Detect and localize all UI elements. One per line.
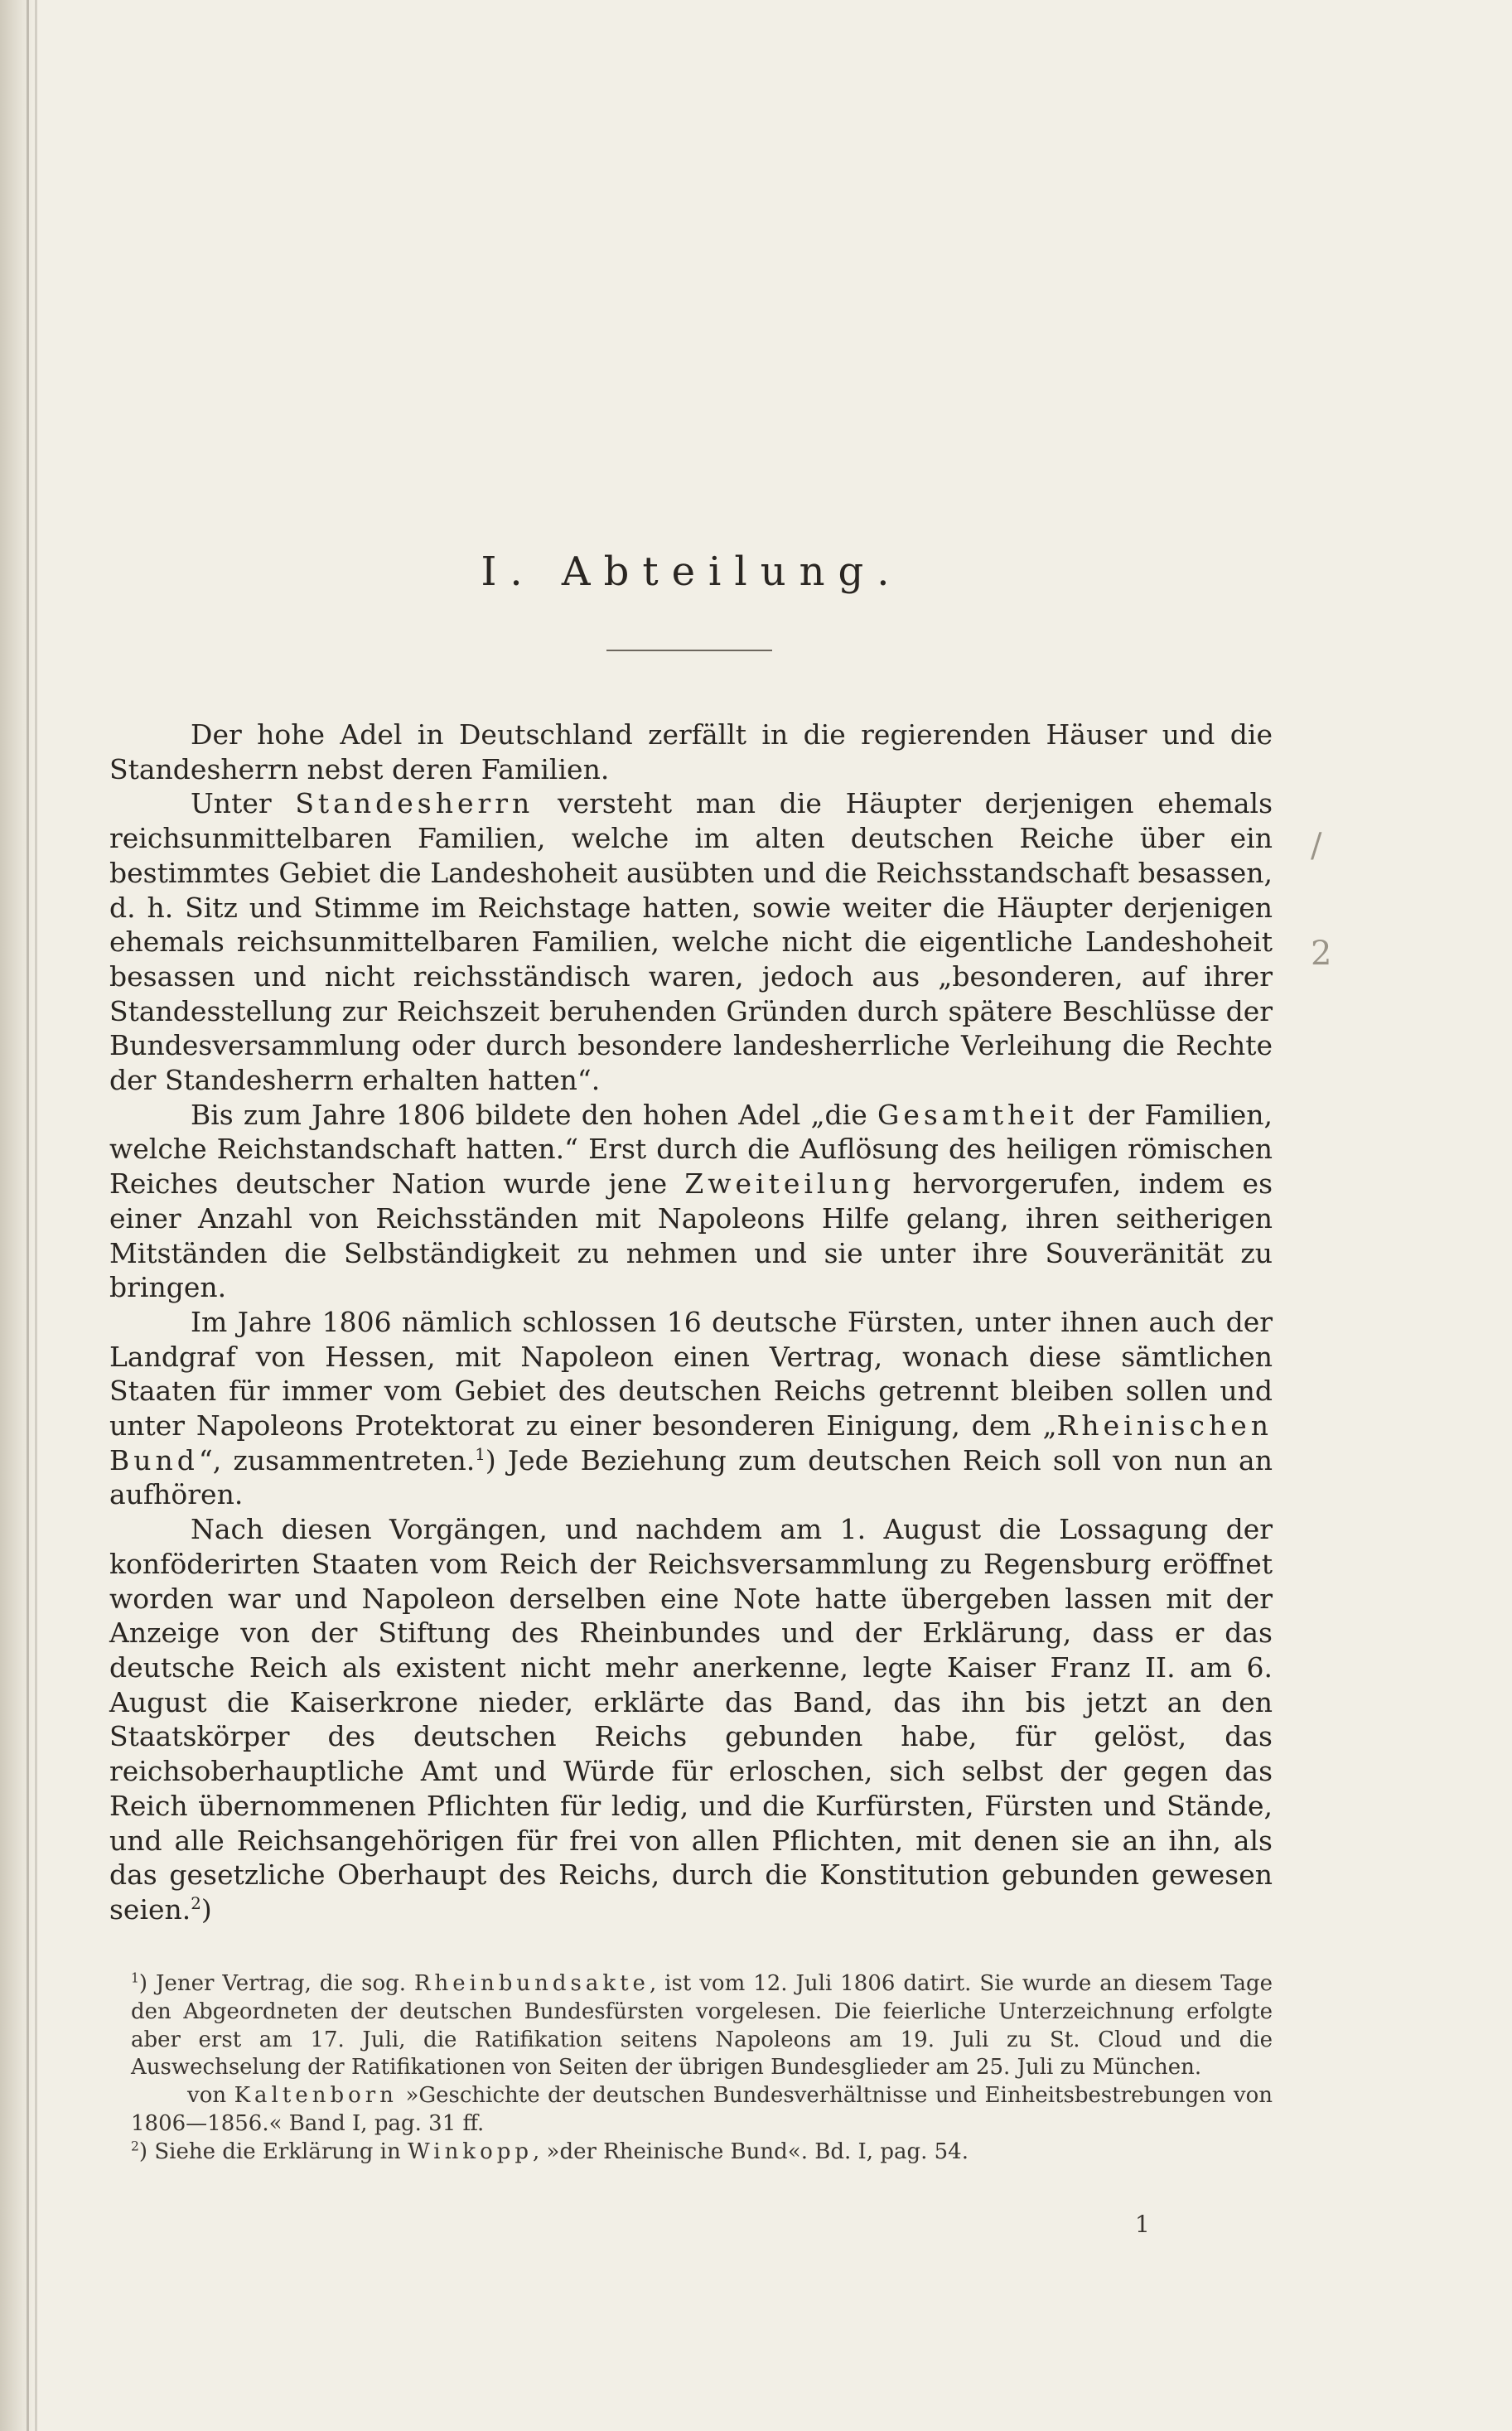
margin-pencil-mark: 2 <box>1311 935 1332 973</box>
main-text <box>109 718 1273 1927</box>
paragraph-text: Unter <box>191 787 296 820</box>
paragraph-text: hervorgerufen, indem es einer Anzahl von Reichsständen mit Napoleons Hilfe gelang, ihren seitherigen Mitständen die Selbständigkeit zu nehmen und sie unter ihre Souveränität zu bringen. <box>109 1167 1273 1304</box>
margin-pencil-mark: / <box>1311 827 1322 865</box>
paragraph-text: Der hohe Adel in Deutschland zerfällt in die regierenden Häuser und die Standesherrn nebst deren Familien. <box>109 718 1273 785</box>
section-heading: I. Abteilung. <box>481 549 903 595</box>
paragraph-5 <box>109 1512 1273 1926</box>
spaced-term: Kaltenborn <box>234 2083 398 2109</box>
footnote-text: , ist vom 12. Juli 1806 datirt. Sie wurde an diesem Tage den Abgeordneten der deutschen Bundesfürsten vorgelesen. Die feierliche Unterzeichnung erfolgte aber erst am 17. Juli, die Ratifikation seitens Napoleons am 19. Juli zu St. Cloud und die Auswechselung der Ratifikationen von Seiten der übrigen Bundesglieder am 25. Juli zu München. <box>131 1971 1273 2081</box>
footnote-2 <box>131 2139 1273 2167</box>
footnote-text: ) Jener Vertrag, die sog. <box>138 1971 414 1996</box>
paragraph-4 <box>109 1305 1273 1512</box>
paragraph-text: Im Jahre 1806 nämlich schlossen 16 deutsche Fürsten, unter ihnen auch der Landgraf von Hessen, mit Napoleon einen Vertrag, wonach diese sämtlichen Staaten für immer vom Gebiet des deutschen Reichs getrennt bleiben sollen und unter Napoleons Protektorat zu einer besonderen Einigung, dem „ <box>109 1305 1273 1443</box>
heading-divider <box>606 650 772 651</box>
spaced-term: Zweiteilung <box>684 1167 896 1201</box>
paragraph-1 <box>109 718 1273 786</box>
footnote-text: von <box>187 2083 234 2109</box>
spaced-term: Gesamtheit <box>877 1098 1078 1131</box>
footnote-1-citation <box>131 2082 1273 2139</box>
footnote-mark: 2 <box>131 2139 139 2154</box>
footnote-1 <box>131 1970 1273 2082</box>
paragraph-text: “, zusammentreten. <box>198 1443 476 1476</box>
spaced-term: Rheinischen Bund <box>109 1409 1273 1476</box>
spaced-term: Winkopp <box>407 2139 534 2164</box>
footnotes <box>131 1970 1273 2167</box>
paragraph-text: ) <box>200 1892 212 1926</box>
footnote-text: »Geschichte der deutschen Bundesverhältnisse und Einheitsbestrebungen von 1806—1856.« Band I, pag. 31 ff. <box>131 2083 1273 2136</box>
page-edge-shadow <box>0 0 38 2431</box>
paragraph-text: Bis zum Jahre 1806 bildete den hohen Adel „die <box>191 1098 877 1131</box>
footnote-mark: 1 <box>131 1970 139 1986</box>
page-number: 1 <box>1135 2211 1150 2238</box>
paragraph-text: versteht man die Häupter derjenigen ehemals reichsunmittelbaren Familien, welche im alten deutschen Reiche über ein bestimmtes Gebiet die Landeshoheit ausübten und die Reichsstandschaft besassen, d. h. Sitz und Stimme im Reichstage hatten, sowie weiter die Häupter derjenigen ehemals reichsunmittelbaren Familien, welche nicht die eigentliche Landeshoheit besassen und nicht reichsständisch waren, jedoch aus „besonderen, auf ihrer Standesstellung zur Reichszeit beruhenden Gründen durch spätere Beschlüsse der Bundesversammlung oder durch besondere landesherrliche Verleihung die Rechte der Standesherrn erhalten hatten“. <box>109 787 1273 1097</box>
paragraph-text: der Familien, welche Reichstandschaft hatten.“ Erst durch die Auflösung des heiligen römischen Reiches deutscher Nation wurde jene <box>109 1098 1273 1201</box>
paragraph-text: Nach diesen Vorgängen, und nachdem am 1. August die Lossagung der konföderirten Staaten vom Reich der Reichsversammlung zu Regensburg eröffnet worden war und Napoleon derselben eine Note hatte übergeben lassen mit der Anzeige von der Stiftung des Rheinbundes und der Erklärung, dass er das deutsche Reich als existent nicht mehr anerkenne, legte Kaiser Franz II. am 6. August die Kaiserkrone nieder, erklärte das Band, das ihn bis jetzt an den Staatskörper des deutschen Reichs gebunden habe, für gelöst, das reichsoberhauptliche Amt und Würde für erloschen, sich selbst der gegen das Reich übernommenen Pflichten für ledig, und die Kurfürsten, Fürsten und Stände, und alle Reichsangehörigen für frei von allen Pflichten, mit denen sie an ihn, als das gesetzliche Oberhaupt des Reichs, durch die Konstitution gebunden gewesen seien. <box>109 1513 1273 1926</box>
footnote-text: ) Siehe die Erklärung in <box>138 2139 408 2164</box>
footnote-ref: 2 <box>191 1893 201 1913</box>
page-edge-line <box>35 0 37 2431</box>
spaced-term: Standesherrn <box>295 787 534 820</box>
paragraph-text: ) Jede Beziehung zum deutschen Reich soll von nun an aufhören. <box>109 1443 1273 1511</box>
paragraph-2 <box>109 786 1273 1097</box>
page-edge-line <box>27 0 29 2431</box>
paragraph-3 <box>109 1098 1273 1305</box>
footnote-ref: 1 <box>475 1444 485 1464</box>
footnote-text: , »der Rheinische Bund«. Bd. I, pag. 54. <box>533 2139 969 2164</box>
spaced-term: Rheinbundsakte <box>413 1971 650 1996</box>
